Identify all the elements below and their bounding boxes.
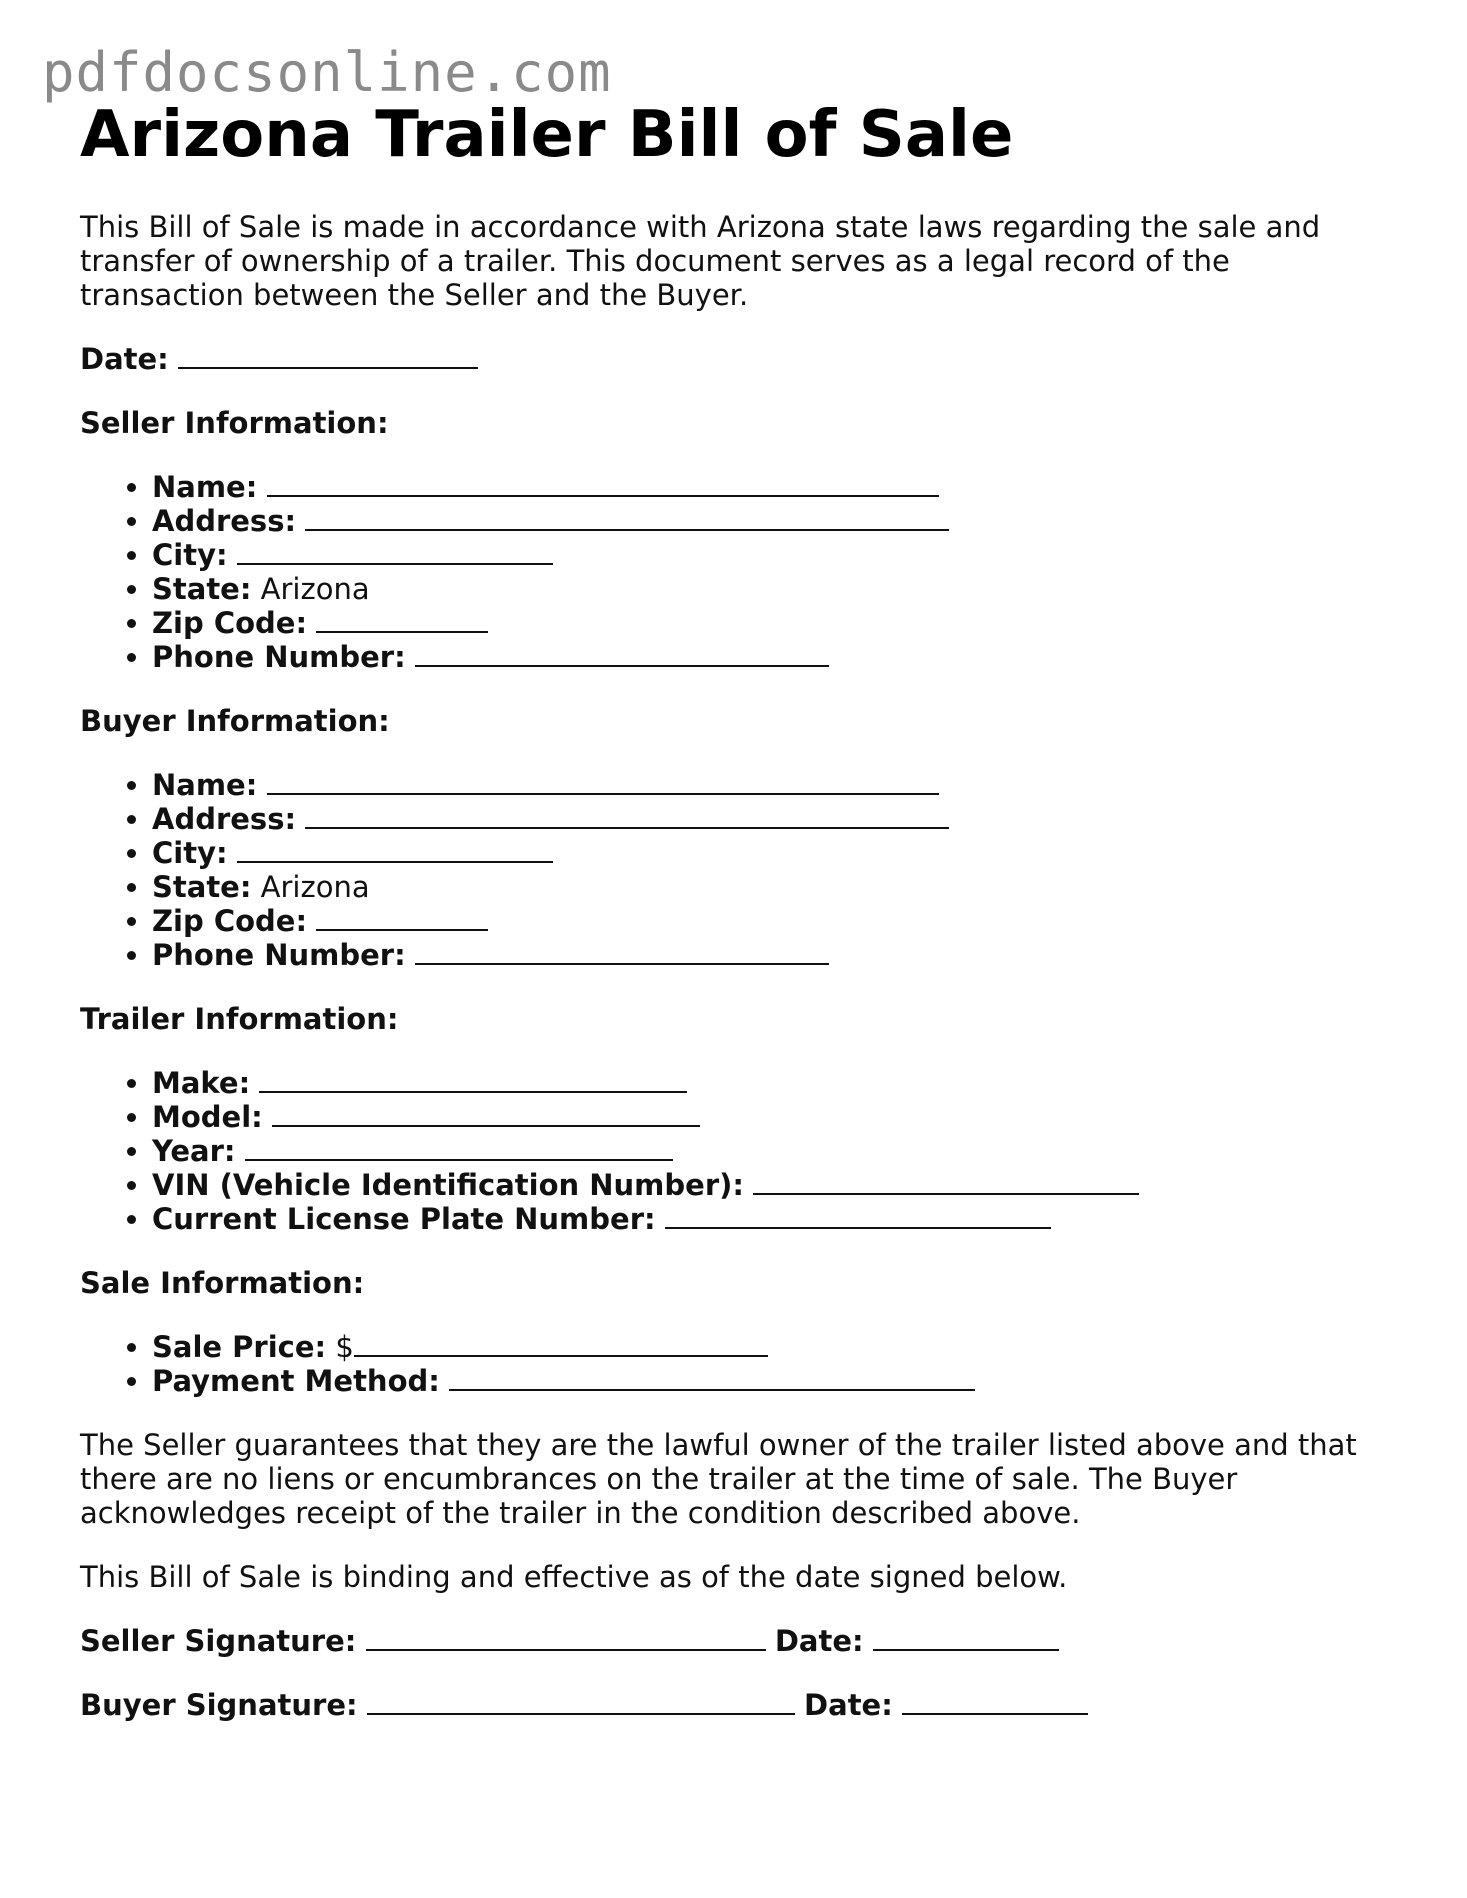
trailer-make-blank[interactable]	[259, 1067, 687, 1093]
seller-date-blank[interactable]	[873, 1625, 1059, 1651]
seller-zip-blank[interactable]	[316, 607, 488, 633]
list-item	[152, 606, 1380, 640]
watermark: pdfdocsonline.com	[42, 41, 612, 104]
page-title: Arizona Trailer Bill of Sale	[80, 98, 1014, 172]
date-field-row	[80, 342, 1380, 376]
seller-address-blank[interactable]	[305, 505, 949, 531]
buyer-state-value: Arizona	[260, 870, 370, 905]
buyer-date-label: Date:	[804, 1688, 893, 1723]
buyer-state-label: State:	[152, 870, 252, 905]
list-item	[152, 870, 1380, 904]
buyer-signature-row	[80, 1688, 1380, 1722]
date-blank[interactable]	[178, 343, 478, 369]
seller-signature-row	[80, 1624, 1380, 1658]
list-item	[152, 1330, 1380, 1364]
buyer-heading: Buyer Information:	[80, 704, 390, 739]
list-item	[152, 1100, 1380, 1134]
seller-phone-blank[interactable]	[415, 641, 829, 667]
buyer-city-blank[interactable]	[237, 837, 553, 863]
list-item	[152, 470, 1380, 504]
guarantee-paragraph: The Seller guarantees that they are the lawful owner of the trailer listed above and that there are no liens or encumbrances on the trailer at the time of sale. The Buyer acknowledges receipt of the trailer in the condition described above.	[80, 1428, 1357, 1531]
list-item	[152, 1202, 1380, 1236]
intro-paragraph: This Bill of Sale is made in accordance with Arizona state laws regarding the sale and transfer of ownership of a trailer. This document serves as a legal record of the transaction between the Seller and the Buyer.	[80, 210, 1321, 313]
list-item	[152, 802, 1380, 836]
buyer-phone-blank[interactable]	[415, 939, 829, 965]
list-item	[152, 504, 1380, 538]
buyer-name-label: Name:	[152, 768, 258, 803]
seller-name-blank[interactable]	[267, 471, 939, 497]
trailer-vin-label: VIN (Vehicle Identification Number):	[152, 1168, 744, 1203]
currency-symbol: $	[335, 1330, 354, 1365]
buyer-signature-blank[interactable]	[367, 1689, 795, 1715]
document-page	[80, 100, 1380, 1722]
list-item	[152, 1066, 1380, 1100]
seller-zip-label: Zip Code:	[152, 606, 308, 641]
seller-city-blank[interactable]	[237, 539, 553, 565]
buyer-info-list	[80, 768, 1380, 972]
list-item	[152, 836, 1380, 870]
seller-signature-label: Seller Signature:	[80, 1624, 357, 1659]
seller-heading: Seller Information:	[80, 406, 389, 441]
date-label: Date:	[80, 342, 169, 377]
seller-signature-blank[interactable]	[366, 1625, 766, 1651]
seller-state-label: State:	[152, 572, 252, 607]
binding-paragraph: This Bill of Sale is binding and effective as of the date signed below.	[80, 1560, 1068, 1595]
sale-price-blank[interactable]	[354, 1331, 768, 1357]
trailer-heading: Trailer Information:	[80, 1002, 399, 1037]
buyer-phone-label: Phone Number:	[152, 938, 406, 973]
list-item	[152, 1364, 1380, 1398]
trailer-info-list	[80, 1066, 1380, 1236]
sale-heading: Sale Information:	[80, 1266, 365, 1301]
list-item	[152, 768, 1380, 802]
buyer-signature-label: Buyer Signature:	[80, 1688, 358, 1723]
buyer-address-label: Address:	[152, 802, 297, 837]
seller-name-label: Name:	[152, 470, 258, 505]
sale-price-label: Sale Price:	[152, 1330, 327, 1365]
trailer-make-label: Make:	[152, 1066, 251, 1101]
trailer-plate-blank[interactable]	[665, 1203, 1051, 1229]
seller-city-label: City:	[152, 538, 228, 573]
seller-date-label: Date:	[774, 1624, 864, 1659]
trailer-plate-label: Current License Plate Number:	[152, 1202, 656, 1237]
sale-info-list	[80, 1330, 1380, 1398]
buyer-city-label: City:	[152, 836, 228, 871]
buyer-zip-label: Zip Code:	[152, 904, 308, 939]
seller-phone-label: Phone Number:	[152, 640, 406, 675]
seller-state-value: Arizona	[260, 572, 370, 607]
buyer-zip-blank[interactable]	[316, 905, 488, 931]
buyer-address-blank[interactable]	[305, 803, 949, 829]
list-item	[152, 1134, 1380, 1168]
trailer-year-blank[interactable]	[245, 1135, 673, 1161]
trailer-model-blank[interactable]	[272, 1101, 700, 1127]
trailer-model-label: Model:	[152, 1100, 263, 1135]
seller-info-list	[80, 470, 1380, 674]
list-item	[152, 938, 1380, 972]
list-item	[152, 904, 1380, 938]
buyer-name-blank[interactable]	[267, 769, 939, 795]
buyer-date-blank[interactable]	[902, 1689, 1088, 1715]
trailer-year-label: Year:	[152, 1134, 236, 1169]
seller-address-label: Address:	[152, 504, 297, 539]
list-item	[152, 572, 1380, 606]
payment-method-blank[interactable]	[449, 1365, 975, 1391]
trailer-vin-blank[interactable]	[753, 1169, 1139, 1195]
list-item	[152, 538, 1380, 572]
list-item	[152, 640, 1380, 674]
list-item	[152, 1168, 1380, 1202]
payment-method-label: Payment Method:	[152, 1364, 440, 1399]
